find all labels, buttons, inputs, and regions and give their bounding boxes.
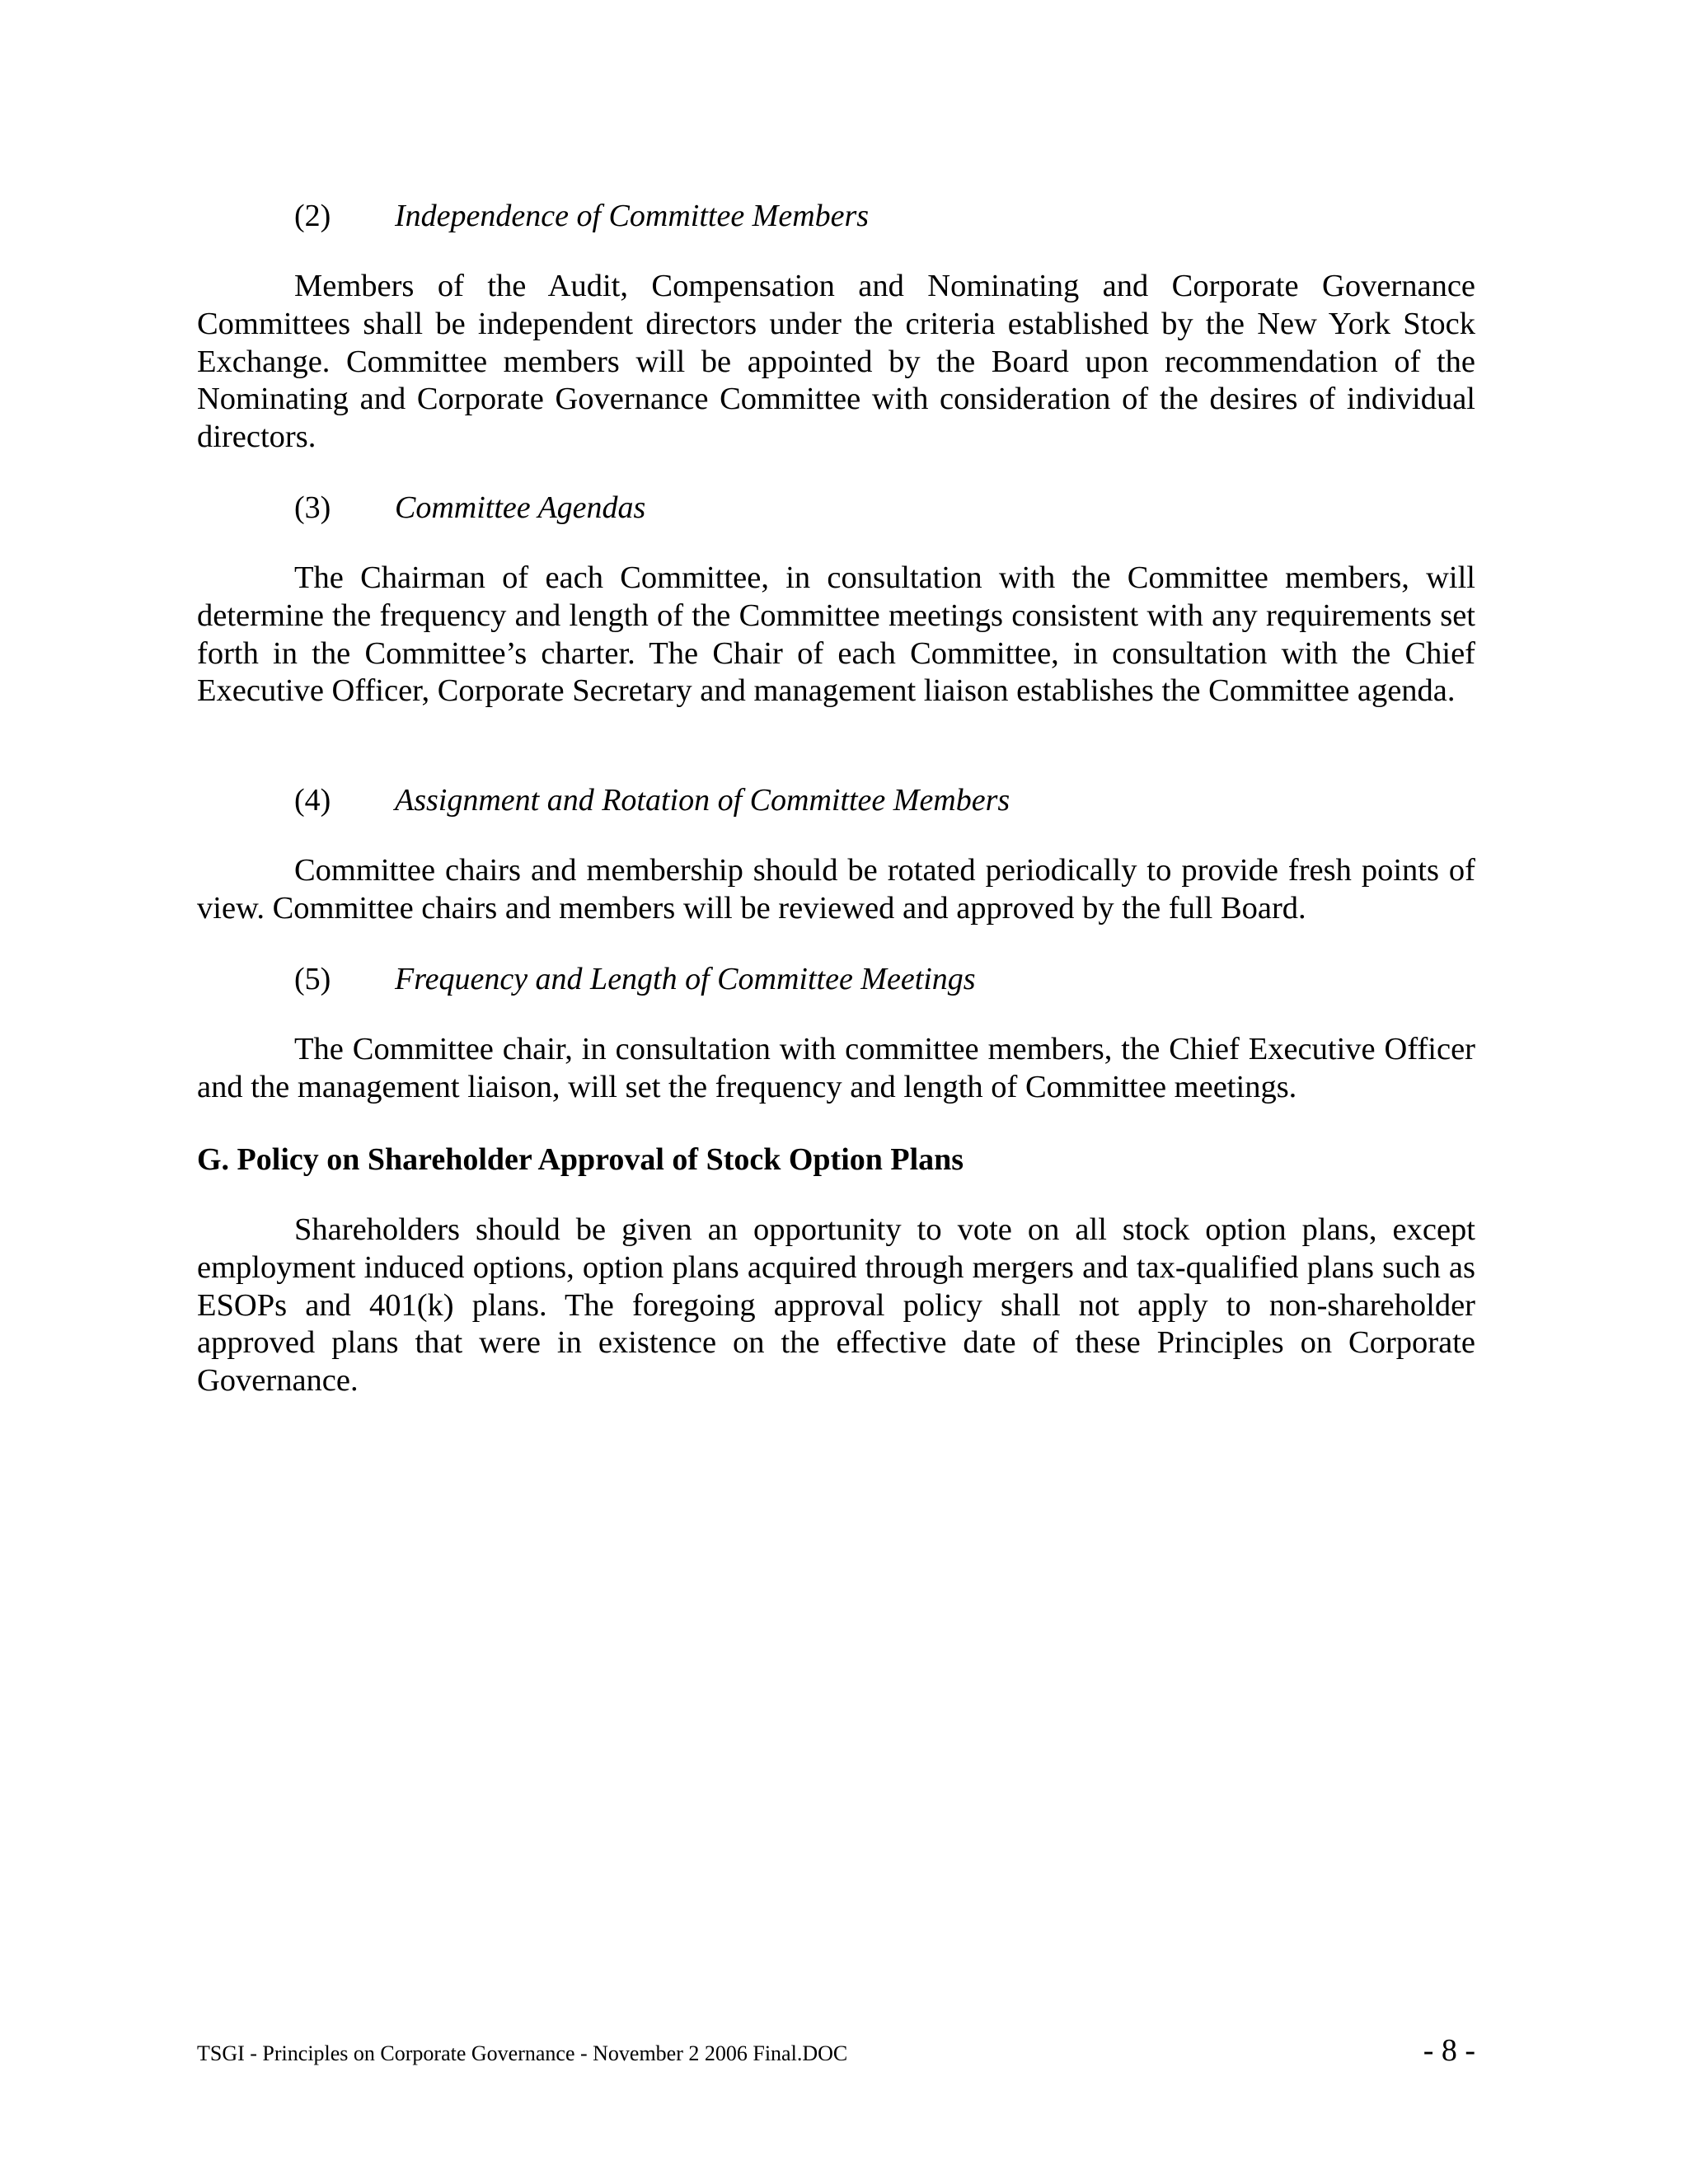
section-title: Independence of Committee Members [395, 199, 870, 233]
policy-body: Shareholders should be given an opportunity to vote on all stock option plans, except employment induced options, option plans acquired through mergers and tax-qualified plans such as ESOPs and 401(k) plans. The foregoing approval policy shall not apply to non-shareholder approved plans that were in existence on the effective date of these Principles on Corporate Governance. [197, 1212, 1475, 1399]
section-title: Frequency and Length of Committee Meetings [395, 962, 976, 996]
section-heading-rotation [294, 781, 1010, 819]
footer-document-name: TSGI - Principles on Corporate Governance - November 2 2006 Final.DOC [197, 2041, 848, 2065]
section-body-frequency: The Committee chair, in consultation with committee members, the Chief Executive Officer and the management liaison, will set the frequency and length of Committee meetings. [197, 1032, 1475, 1104]
section-heading-independence [294, 197, 869, 235]
section-number: (2) [294, 199, 331, 233]
section-body-independence: Members of the Audit, Compensation and Nominating and Corporate Governance Committees shall be independent directors under the criteria established by the New York Stock Exchange. Committee members will be appointed by the Board upon recommendation of the Nominating and Corporate Governance Committee with consideration of the desires of individual directors. [197, 269, 1475, 455]
section-number: (4) [294, 783, 331, 818]
policy-heading: G. Policy on Shareholder Approval of Stock Option Plans [197, 1142, 964, 1177]
section-number: (3) [294, 490, 331, 525]
section-body-agendas: The Chairman of each Committee, in consultation with the Committee members, will determine the frequency and length of the Committee meetings consistent with any requirements set forth in the Committee’s charter. The Chair of each Committee, in consultation with the Chief Executive Officer, Corporate Secretary and management liaison establishes the Committee agenda. [197, 560, 1475, 709]
footer-page-number: - 8 - [1423, 2033, 1475, 2068]
section-heading-agendas [294, 489, 645, 527]
section-heading-frequency [294, 960, 976, 998]
section-title: Committee Agendas [395, 490, 646, 525]
section-body-rotation: Committee chairs and membership should be rotated periodically to provide fresh points of view. Committee chairs and members will be reviewed and approved by the full Board. [197, 853, 1475, 926]
section-title: Assignment and Rotation of Committee Members [395, 783, 1010, 818]
section-number: (5) [294, 962, 331, 996]
